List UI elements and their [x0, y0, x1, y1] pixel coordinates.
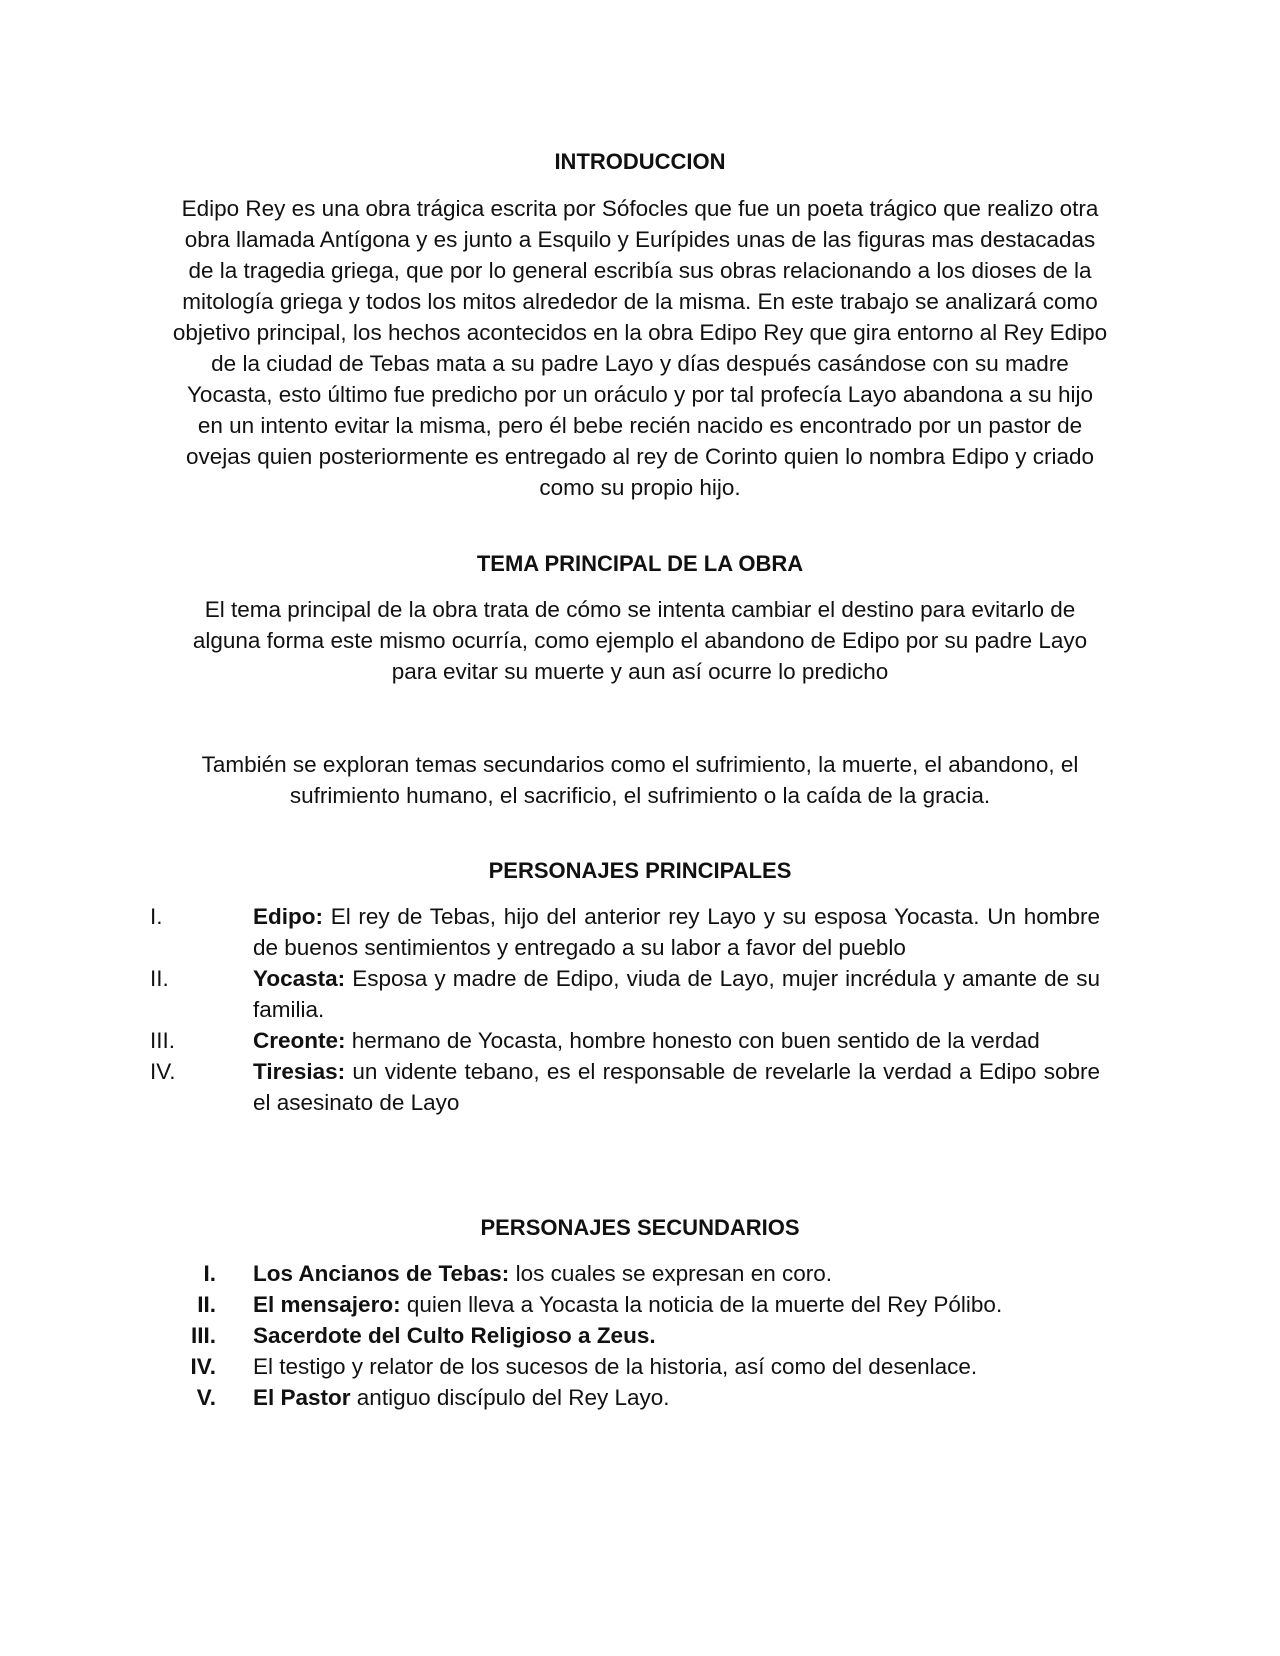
- heading-introduccion: INTRODUCCION: [554, 149, 726, 174]
- list-item: [150, 1351, 1100, 1382]
- character-description: El testigo y relator de los sucesos de la historia, así como del desenlace.: [253, 1354, 978, 1379]
- list-item: [150, 1289, 1100, 1320]
- heading-tema-principal: TEMA PRINCIPAL DE LA OBRA: [476, 551, 804, 576]
- character-description: quien lleva a Yocasta la noticia de la muerte del Rey Pólibo.: [400, 1292, 1003, 1317]
- character-name: Yocasta:: [253, 966, 346, 991]
- heading-personajes-secundarios: PERSONAJES SECUNDARIOS: [480, 1215, 800, 1240]
- list-item: [150, 1025, 1100, 1056]
- character-name: Edipo:: [253, 904, 323, 929]
- main-characters-list: [150, 901, 1100, 1118]
- list-number: III.: [150, 1028, 176, 1053]
- list-item: [150, 901, 1100, 963]
- character-name: El mensajero:: [253, 1292, 401, 1317]
- character-description: El rey de Tebas, hijo del anterior rey Layo y su esposa Yocasta. Un hombre de buenos sentimientos y entregado a su labor a favor del pueblo: [253, 904, 1100, 960]
- list-number: IV.: [150, 1059, 176, 1084]
- list-number: III.: [190, 1323, 216, 1348]
- character-description: antiguo discípulo del Rey Layo.: [350, 1385, 670, 1410]
- heading-personajes-principales: PERSONAJES PRINCIPALES: [488, 858, 792, 883]
- character-name: Los Ancianos de Tebas:: [253, 1261, 510, 1286]
- theme-paragraph: El tema principal de la obra trata de cómo se intenta cambiar el destino para evitarlo de alguna forma este mismo ocurría, como ejemplo el abandono de Edipo por su padre Layo para evitar su muerte y aun así ocurre lo predicho: [192, 597, 1088, 684]
- list-item: [150, 1320, 1100, 1351]
- list-item: [150, 963, 1100, 1025]
- list-item: [150, 1382, 1100, 1413]
- character-description: un vidente tebano, es el responsable de revelarle la verdad a Edipo sobre el asesinato de Layo: [253, 1059, 1100, 1115]
- character-description: Esposa y madre de Edipo, viuda de Layo, mujer incrédula y amante de su familia.: [253, 966, 1100, 1022]
- character-name: Sacerdote del Culto Religioso a Zeus.: [253, 1323, 656, 1348]
- list-number: V.: [196, 1385, 216, 1410]
- secondary-themes-paragraph: También se exploran temas secundarios como el sufrimiento, la muerte, el abandono, el sufrimiento humano, el sacrificio, el sufrimiento o la caída de la gracia.: [201, 752, 1079, 808]
- secondary-characters-list: [150, 1258, 1100, 1413]
- list-item: [150, 1258, 1100, 1289]
- list-number: I.: [150, 904, 163, 929]
- character-description: hermano de Yocasta, hombre honesto con buen sentido de la verdad: [345, 1028, 1040, 1053]
- list-item: [150, 1056, 1100, 1118]
- list-number: I.: [203, 1261, 216, 1286]
- character-name: Tiresias:: [253, 1059, 346, 1084]
- character-name: Creonte:: [253, 1028, 346, 1053]
- character-description: los cuales se expresan en coro.: [509, 1261, 832, 1286]
- list-number: II.: [150, 966, 169, 991]
- list-number: IV.: [190, 1354, 216, 1379]
- intro-paragraph: Edipo Rey es una obra trágica escrita por Sófocles que fue un poeta trágico que realizo otra obra llamada Antígona y es junto a Esquilo y Eurípides unas de las figuras mas destacadas de la tragedia griega, que por lo general escribía sus obras relacionando a los dioses de la mitología griega y todos los mitos alrededor de la misma. En este trabajo se analizará como objetivo principal, los hechos acontecidos en la obra Edipo Rey que gira entorno al Rey Edipo de la ciudad de Tebas mata a su padre Layo y días después casándose con su madre Yocasta, esto último fue predicho por un oráculo y por tal profecía Layo abandona a su hijo en un intento evitar la misma, pero él bebe recién nacido es encontrado por un pastor de ovejas quien posteriormente es entregado al rey de Corinto quien lo nombra Edipo y criado como su propio hijo.: [172, 196, 1108, 500]
- list-number: II.: [197, 1292, 216, 1317]
- character-name: El Pastor: [253, 1385, 351, 1410]
